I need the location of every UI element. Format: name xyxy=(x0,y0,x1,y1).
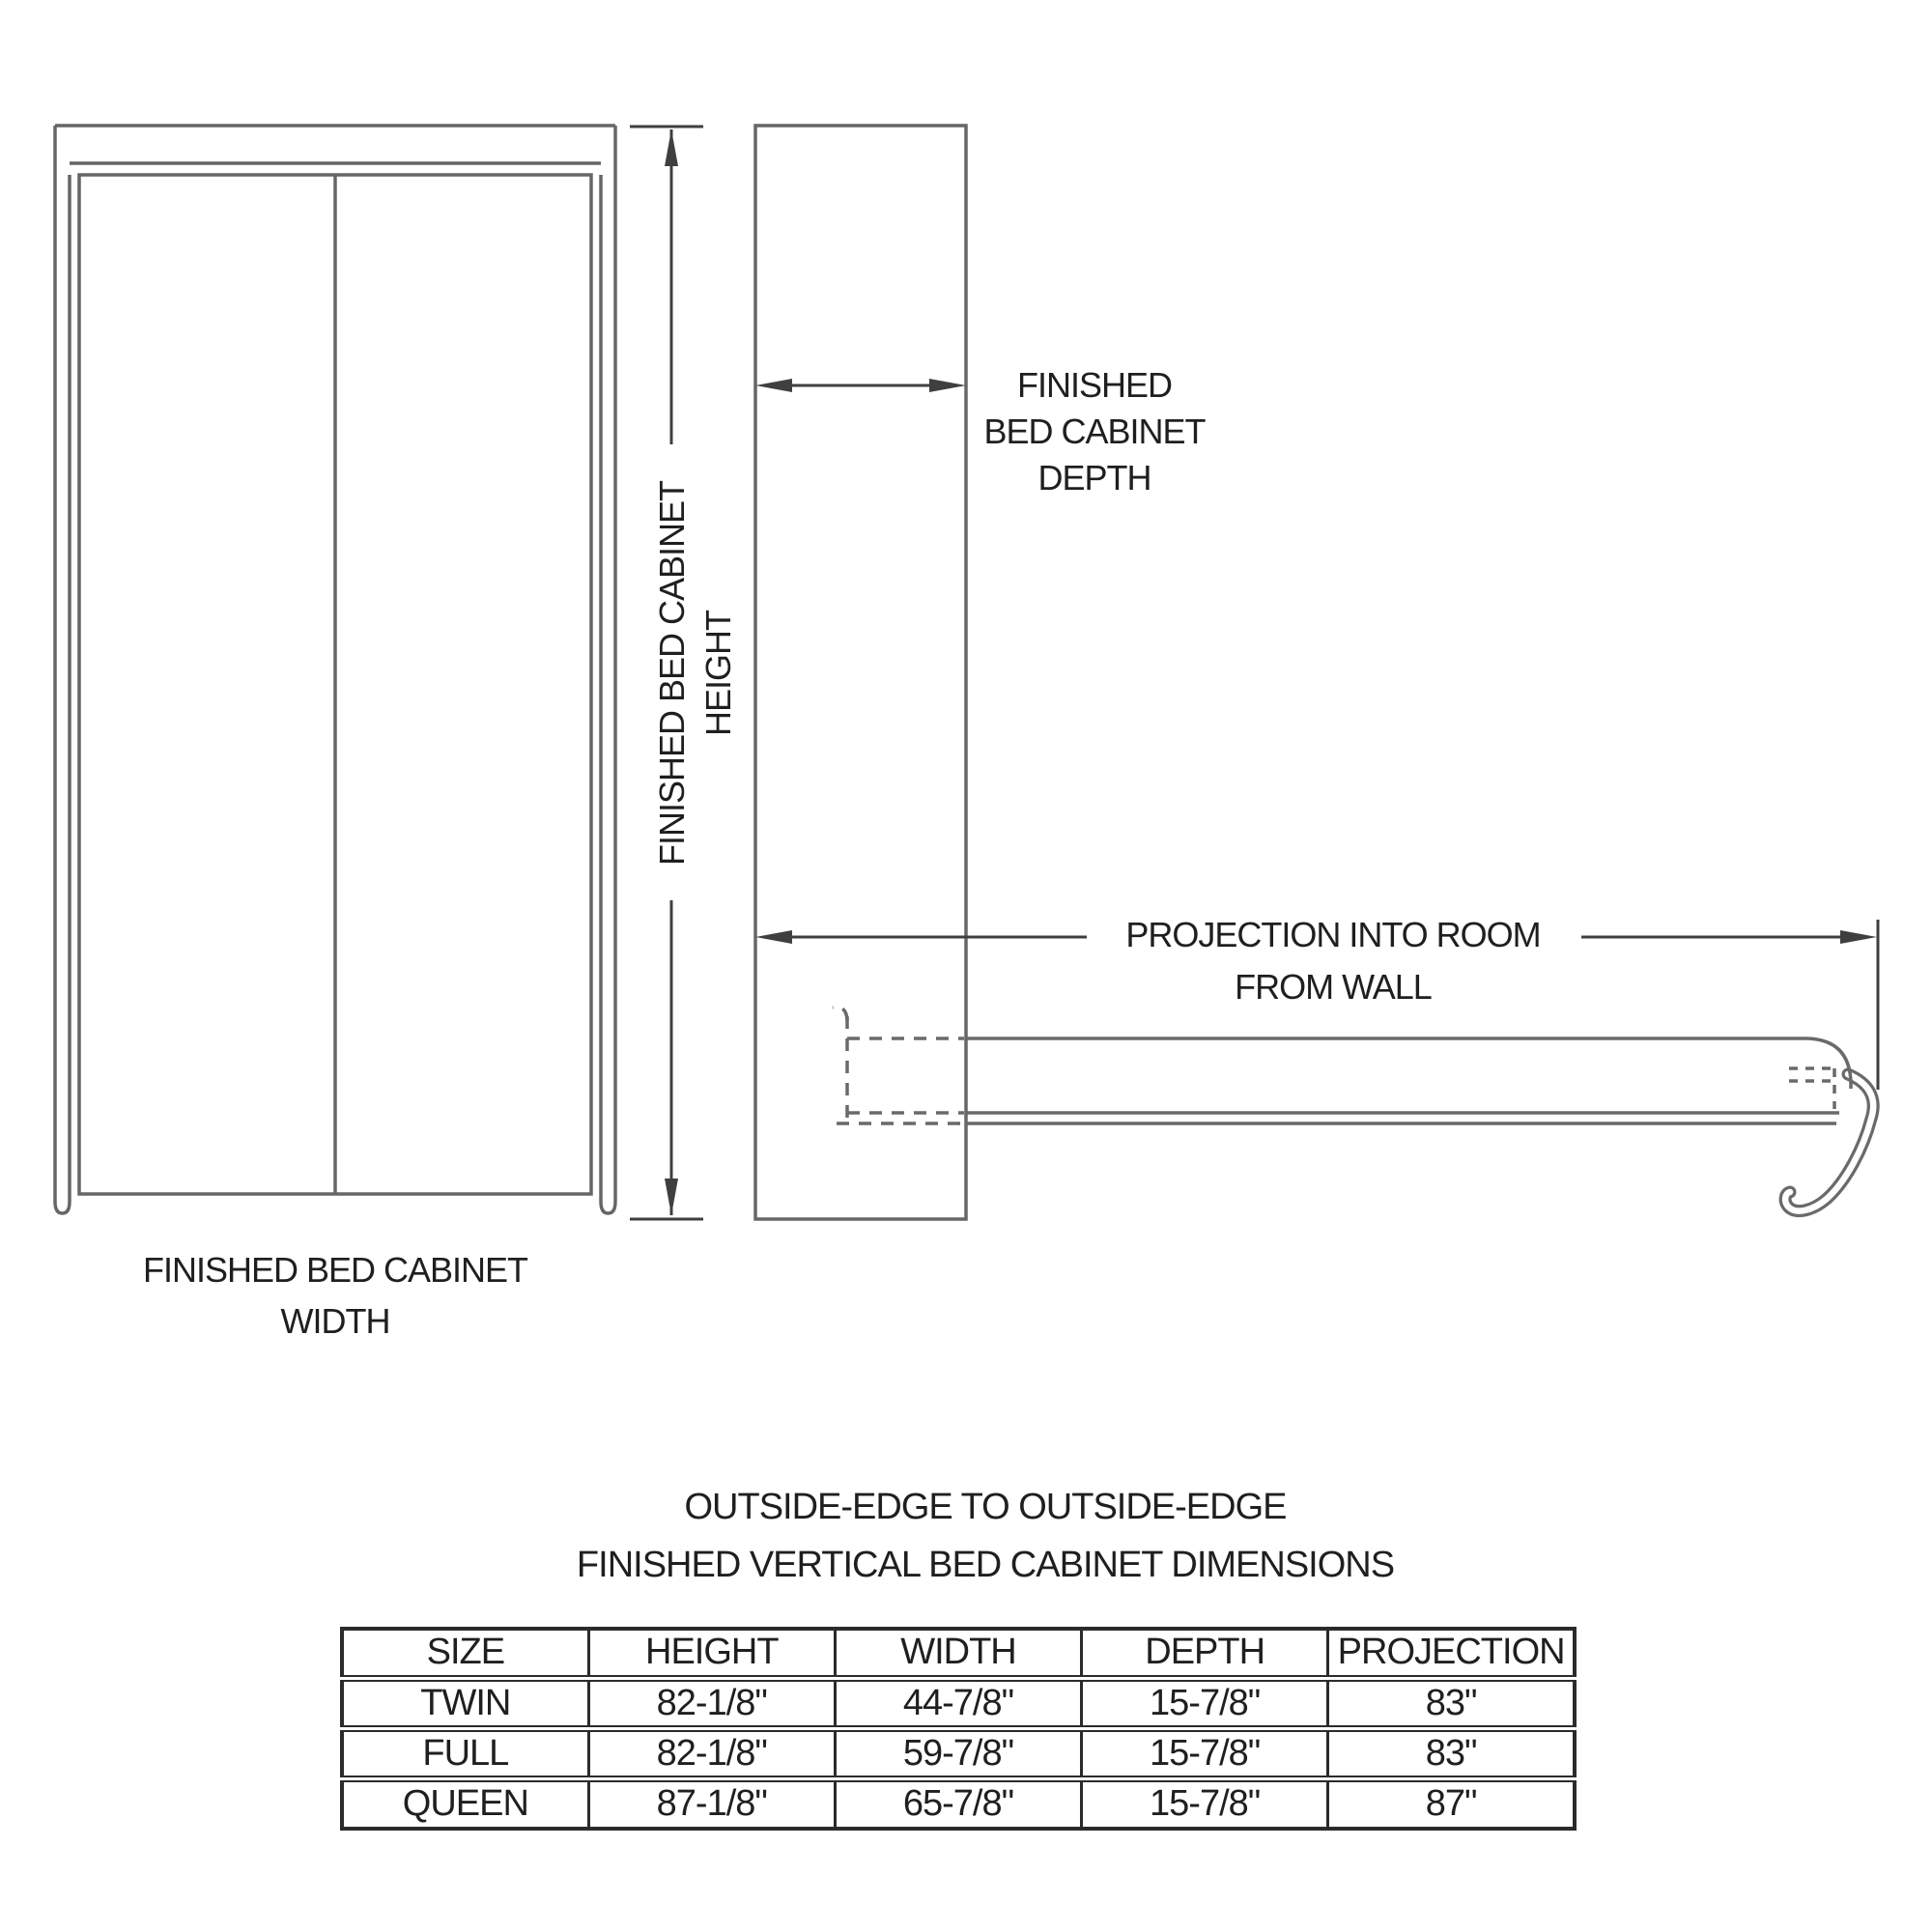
side-cabinet-outline xyxy=(755,126,966,1219)
table-title xyxy=(577,1478,1394,1594)
table-cell: 65-7/8" xyxy=(835,1778,1081,1829)
label-projection-line1: PROJECTION INTO ROOM xyxy=(1125,915,1541,954)
projection-arrow-right xyxy=(1840,930,1877,944)
label-cabinet-width xyxy=(143,1244,527,1347)
table-cell: 59-7/8" xyxy=(835,1728,1081,1778)
table-cell: FULL xyxy=(342,1728,588,1778)
table-header-row xyxy=(342,1629,1575,1678)
side-view xyxy=(755,126,966,1219)
bed-hidden-dashed-outline xyxy=(833,1008,1834,1123)
table-cell: 83" xyxy=(1328,1728,1575,1778)
table-cell: 15-7/8" xyxy=(1082,1678,1328,1728)
table-header-size: SIZE xyxy=(342,1629,588,1678)
table-row-full xyxy=(342,1728,1575,1778)
depth-arrow-right xyxy=(929,379,966,392)
table-cell: 44-7/8" xyxy=(835,1678,1081,1728)
height-arrow-up xyxy=(665,129,678,166)
label-cabinet-height xyxy=(649,481,742,866)
table-title-line2: FINISHED VERTICAL BED CABINET DIMENSIONS xyxy=(576,1545,1395,1585)
label-cabinet-depth-line3: DEPTH xyxy=(1037,458,1151,497)
right-stile xyxy=(601,126,615,1213)
label-cabinet-width-line1: FINISHED BED CABINET xyxy=(142,1250,528,1290)
table-cell: 87-1/8" xyxy=(588,1778,835,1829)
depth-arrow-left xyxy=(755,379,792,392)
label-cabinet-depth-line2: BED CABINET xyxy=(983,412,1206,451)
bed-leg xyxy=(1785,1074,1873,1211)
left-stile xyxy=(55,126,70,1213)
table-header-width: WIDTH xyxy=(835,1629,1081,1678)
table-cell: 83" xyxy=(1328,1678,1575,1728)
table-cell: 87" xyxy=(1328,1778,1575,1829)
label-cabinet-width-line2: WIDTH xyxy=(280,1301,390,1341)
table-cell: 15-7/8" xyxy=(1082,1778,1328,1829)
depth-dimension xyxy=(755,379,966,392)
table-title-line1: OUTSIDE-EDGE TO OUTSIDE-EDGE xyxy=(684,1487,1287,1527)
dimensions-table xyxy=(340,1627,1577,1831)
label-cabinet-height-line1: FINISHED BED CABINET xyxy=(652,480,692,867)
label-cabinet-depth-line1: FINISHED xyxy=(1016,365,1173,405)
table-header-projection: PROJECTION xyxy=(1328,1629,1575,1678)
table-header-depth: DEPTH xyxy=(1082,1629,1328,1678)
table-cell: 15-7/8" xyxy=(1082,1728,1328,1778)
table-header-height: HEIGHT xyxy=(588,1629,835,1678)
height-arrow-down xyxy=(665,1179,678,1215)
front-elevation xyxy=(55,126,615,1213)
label-projection xyxy=(1125,909,1540,1013)
table-cell: 82-1/8" xyxy=(588,1678,835,1728)
table-row-twin xyxy=(342,1678,1575,1728)
table-row-queen xyxy=(342,1778,1575,1829)
label-cabinet-height-line2: HEIGHT xyxy=(698,611,738,737)
table-cell: TWIN xyxy=(342,1678,588,1728)
table-cell: 82-1/8" xyxy=(588,1728,835,1778)
projection-arrow-left xyxy=(755,930,792,944)
label-cabinet-depth xyxy=(983,362,1205,501)
table-cell: QUEEN xyxy=(342,1778,588,1829)
label-projection-line2: FROM WALL xyxy=(1235,967,1432,1007)
